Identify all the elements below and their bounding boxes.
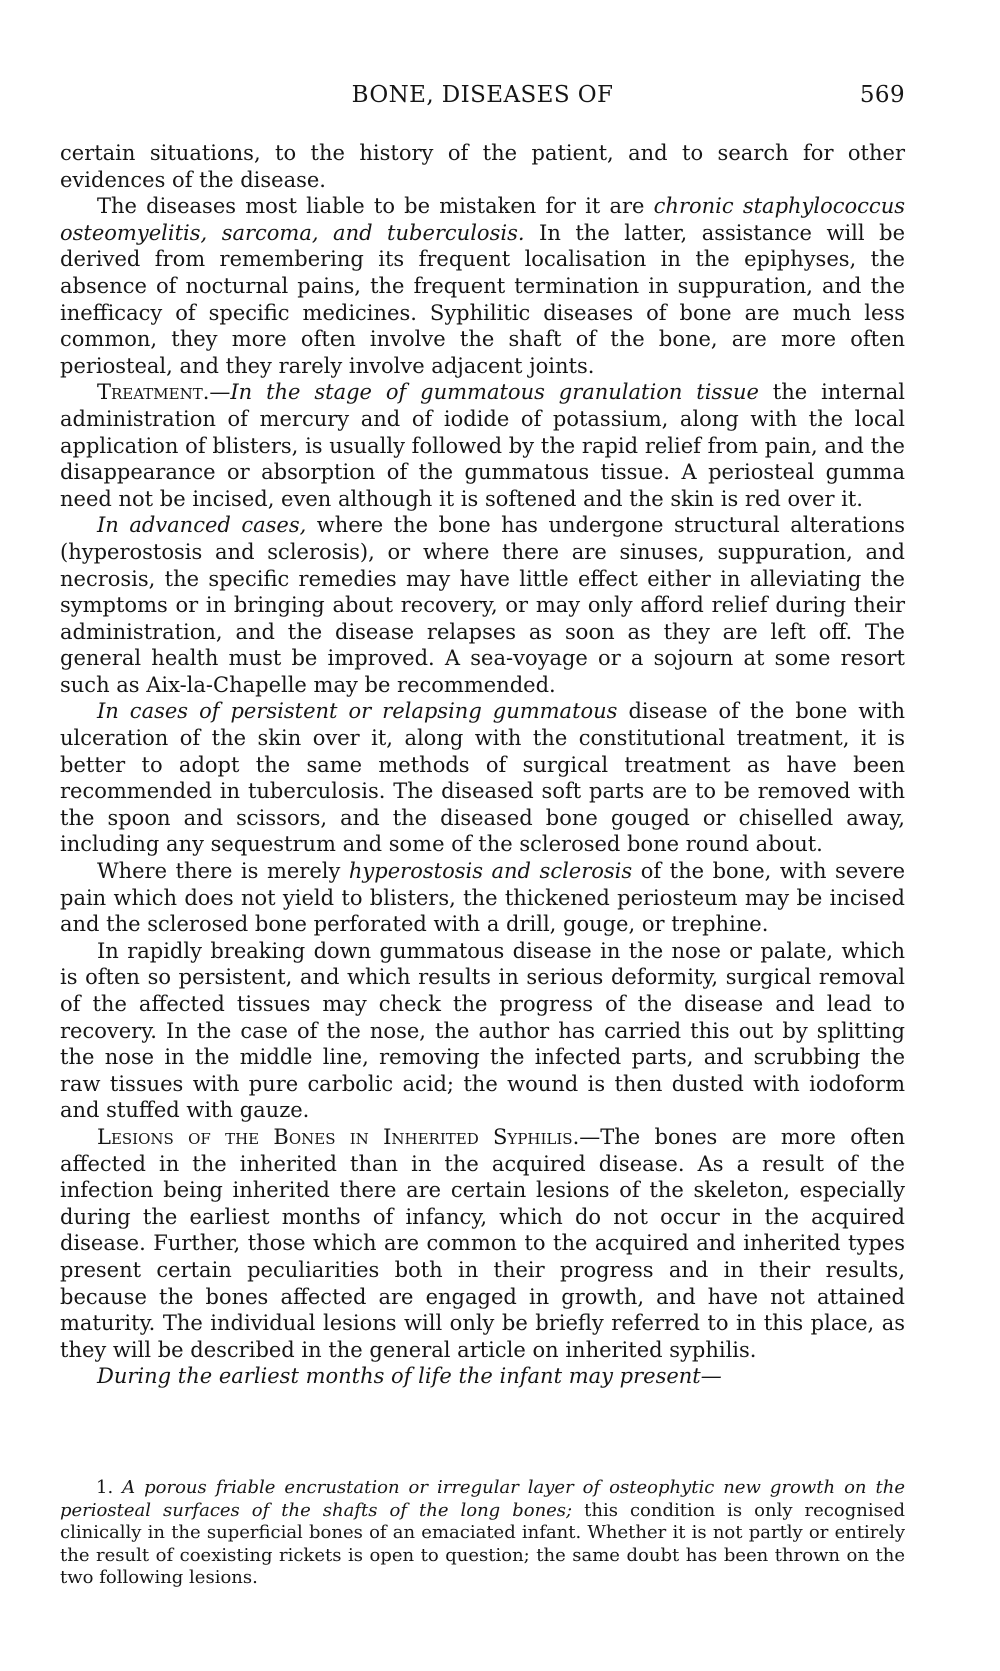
section-heading-inherited-syphilis: Lesions of the Bones in Inherited Syphilis. (97, 1124, 580, 1149)
running-title: BONE, DISEASES OF (351, 82, 614, 108)
paragraph-hyperostosis: Where there is merely hyperostosis and sclerosis of the bone, with severe pain which does not yield to blisters, the thickened periosteum may be incised and the sclerosed bone perforated with a drill, gouge, or trephine. (60, 859, 906, 937)
numbered-item-1: 1. A porous friable encrustation or irregular layer of osteophytic new growth on the periosteal surfaces of the shafts of the long bones; this condition is only recognised clinically in the superficial bones of an emaciated infant. Whether it is not partly or entirely the result of coexisting rickets is open to question; the same doubt has been thrown on the two following lesions. (60, 1477, 906, 1589)
paragraph-earliest-months: During the earliest months of life the infant may present— (97, 1364, 722, 1389)
page-number: 569 (859, 82, 905, 108)
paragraph-treatment: Treatment.—In the stage of gummatous granulation tissue the internal administration of mercury and of iodide of potassium, along with the local application of blisters, is usually followed by the rapid relief from pain, and the disappearance or absorption of the gummatous tissue. A periosteal gumma need not be incised, even although it is softened and the skin is red over it. (60, 380, 905, 511)
running-head (60, 82, 905, 112)
section-heading-treatment: Treatment. (97, 380, 210, 405)
body-text (60, 140, 905, 1390)
italic-phrase: chronic staphylococcus osteomyelitis, sarcoma, and tuberculosis. (60, 194, 905, 245)
item-number: 1. (96, 1477, 123, 1498)
italic-phrase: In cases of persistent or relapsing gummatous (97, 699, 618, 724)
italic-phrase: In the stage of gummatous granulation tissue (230, 380, 759, 405)
italic-phrase: A porous friable encrustation or irregular layer of osteophytic new growth on the periosteal surfaces of the shafts of the long bones; (60, 1477, 905, 1521)
paragraph-differential-diagnosis: The diseases most liable to be mistaken for it are chronic staphylococcus osteomyelitis, sarcoma, and tuberculosis. In the latter, assistance will be derived from remembering its frequent localisation in the epiphyses, the absence of nocturnal pains, the frequent termination in suppuration, and the inefficacy of specific medicines. Syphilitic diseases of bone are much less common, they more often involve the shaft of the bone, are more often periosteal, and they rarely involve adjacent joints. (60, 194, 905, 378)
paragraph-inherited-syphilis: Lesions of the Bones in Inherited Syphilis.—The bones are more often affected in the inherited than in the acquired disease. As a result of the infection being inherited there are certain lesions of the skeleton, especially during the earliest months of infancy, which do not occur in the acquired disease. Further, those which are common to the acquired and inherited types present certain peculiarities both in their progress and in their results, because the bones affected are engaged in growth, and have not attained maturity. The individual lesions will only be briefly referred to in this place, as they will be described in the general article on inherited syphilis. (60, 1124, 906, 1362)
paragraph-nose-palate: In rapidly breaking down gummatous disease in the nose or palate, which is often so persistent, and which results in serious deformity, surgical removal of the affected tissues may check the progress of the disease and lead to recovery. In the case of the nose, the author has carried this out by splitting the nose in the middle line, removing the infected parts, and scrubbing the raw tissues with pure carbolic acid; the wound is then dusted with iodoform and stuffed with gauze. (60, 938, 905, 1123)
paragraph-relapsing-cases: In cases of persistent or relapsing gummatous disease of the bone with ulceration of the skin over it, along with the constitutional treatment, it is better to adopt the same methods of surgical treatment as have been recommended in tuberculosis. The diseased soft parts are to be removed with the spoon and scissors, and the diseased bone gouged or chiselled away, including any sequestrum and some of the sclerosed bone round about. (60, 699, 906, 857)
paragraph-continued: certain situations, to the history of the patient, and to search for other evidences of the disease. (60, 141, 905, 192)
paragraph-advanced-cases: In advanced cases, where the bone has undergone structural alterations (hyperostosis and sclerosis), or where there are sinuses, suppuration, and necrosis, the specific remedies may have little effect either in alleviating the symptoms or in bringing about recovery, or may only afford relief during their administration, and the disease relapses as soon as they are left off. The general health must be improved. A sea-voyage or a sojourn at some resort such as Aix-la-Chapelle may be recommended. (60, 513, 905, 697)
italic-phrase: hyperostosis and sclerosis (348, 859, 633, 884)
italic-phrase: In advanced cases, (97, 513, 307, 538)
